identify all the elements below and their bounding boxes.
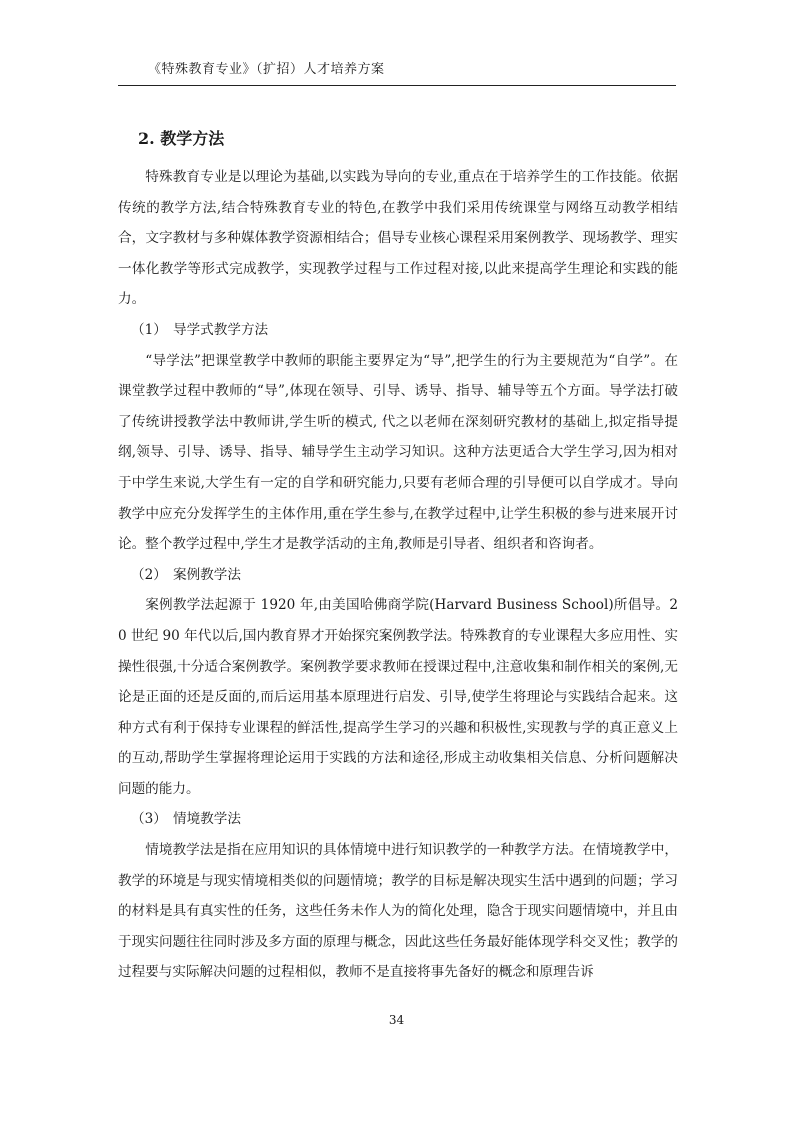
- paragraph-guided-method: “导学法”把课堂教学中教师的职能主要界定为“导”,把学生的行为主要规范为“自学”。在课堂教学过程中教师的“导”,体现在领导、引导、诱导、指导、辅导等五个方面。导学法打破了传统讲授教学法中教师讲,学生听的模式, 代之以老师在深刻研究教材的基础上,拟定指导提纲,领导、引导、诱导、指导、辅导学生主动学习知识。这种方法更适合大学生学习,因为相对于中学生来说,大学生有一定的自学和研究能力,只要有老师合理的引导便可以自学成才。导向教学中应充分发挥学生的主体作用,重在学生参与,在教学过程中,让学生积极的参与进来展开讨论。整个教学过程中,学生才是教学活动的主角,教师是引导者、组织者和咨询者。: [118, 352, 678, 553]
- section-title: 2. 教学方法: [138, 129, 225, 148]
- paragraph-intro: 特殊教育专业是以理论为基础,以实践为导向的专业,重点在于培养学生的工作技能。依据传统的教学方法,结合特殊教育专业的特色,在教学中我们采用传统课堂与网络互动教学相结合，文字教材与多种媒体教学资源相结合；倡导专业核心课程采用案例教学、现场教学、理实一体化教学等形式完成教学，实现教学过程与工作过程对接,以此来提高学生理论和实践的能力。: [118, 169, 678, 308]
- paragraph-situational-method: 情境教学法是指在应用知识的具体情境中进行知识教学的一种教学方法。在情境教学中，教学的环境是与现实情境相类似的问题情境；教学的目标是解决现实生活中遇到的问题；学习的材料是具有真实性的任务，这些任务未作人为的简化处理，隐含于现实问题情境中，并且由于现实问题往往同时涉及多方面的原理与概念，因此这些任务最好能体现学科交叉性；教学的过程要与实际解决问题的过程相似，教师不是直接将事先备好的概念和原理告诉: [118, 842, 678, 981]
- page-number: 34: [388, 1013, 405, 1027]
- subheading-guided-method: [118, 315, 678, 346]
- subheading-label: 案例教学法: [173, 566, 241, 583]
- subheading-label: 情境教学法: [173, 811, 241, 828]
- page-header-title: 《特殊教育专业》（扩招）人才培养方案: [148, 62, 385, 77]
- subheading-case-method: [118, 560, 678, 591]
- paragraph-case-method: 案例教学法起源于 1920 年,由美国哈佛商学院(Harvard Business School)所倡导。20 世纪 90 年代以后,国内教育界才开始探究案例教学法。特殊教育的专业课程大多应用性、实操性很强,十分适合案例教学。案例教学要求教师在授课过程中,注意收集和制作相关的案例,无论是正面的还是反面的,而后运用基本原理进行启发、引导,使学生将理论与实践结合起来。这种方式有利于保持专业课程的鲜活性,提高学生学习的兴趣和积极性,实现教与学的真正意义上的互动,帮助学生掌握将理论运用于实践的方法和途径,形成主动收集相关信息、分析问题解决问题的能力。: [118, 597, 678, 797]
- subheading-situational-method: [118, 804, 678, 835]
- subheading-label: 导学式教学方法: [173, 321, 269, 338]
- document-body: [118, 118, 678, 988]
- header-divider: [118, 85, 676, 86]
- subheading-number: （1）: [131, 321, 167, 338]
- subheading-number: （3）: [131, 811, 167, 828]
- subheading-number: （2）: [131, 566, 167, 583]
